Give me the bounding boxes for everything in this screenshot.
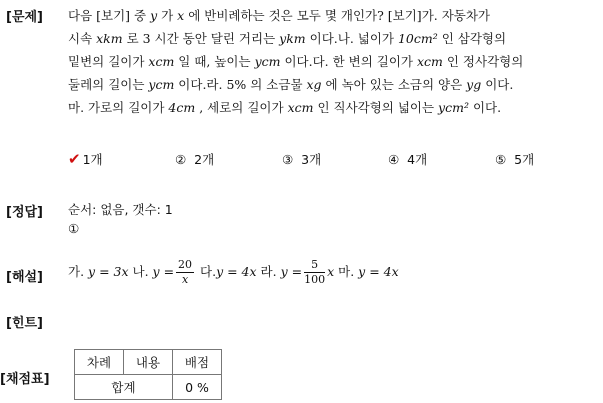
question-line-4: 둘레의 길이는 ycm 이다.라. 5% 의 소금물 xg 에 녹아 있는 소금의 양은 yg 이다.	[68, 77, 514, 92]
formula-da: y = 4x	[216, 264, 257, 279]
question-label: [문제]	[6, 10, 43, 25]
answer-choices	[68, 150, 588, 170]
grading-label: [채점표]	[0, 372, 50, 387]
table-row	[75, 375, 222, 400]
choice-3[interactable]	[282, 150, 321, 168]
choice-label: 2개	[194, 152, 215, 167]
question-line-5: 마. 가로의 길이가 4cm , 세로의 길이가 xcm 인 직사각형의 넓이는 ycm² 이다.	[68, 100, 502, 115]
table-header-cell: 내용	[124, 350, 173, 375]
choice-label: 3개	[301, 152, 322, 167]
grading-table	[74, 349, 222, 400]
choice-4[interactable]	[388, 150, 427, 168]
total-value: 0 %	[173, 375, 222, 400]
table-header-row	[75, 350, 222, 375]
choice-1[interactable]	[68, 150, 103, 168]
circled-three-icon: ③	[282, 152, 294, 167]
answer-summary: 순서: 없음, 갯수: 1	[68, 202, 173, 217]
choice-label: 4개	[407, 152, 428, 167]
hint-label: [힌트]	[6, 316, 43, 331]
table-header-cell: 배점	[173, 350, 222, 375]
formula-ga: y = 3x	[88, 264, 129, 279]
choice-label: 1개	[82, 152, 103, 167]
total-label: 합계	[75, 375, 173, 400]
table-header-cell: 차례	[75, 350, 124, 375]
question-line-1: 다음 [보기] 중 y 가 x 에 반비례하는 것은 모두 몇 개인가? [보기]가. 자동차가	[68, 8, 491, 23]
answer-choice-marker: ①	[68, 221, 80, 236]
choice-5[interactable]	[495, 150, 534, 168]
fraction-na: $\frac{20}{x}$	[178, 258, 193, 286]
circled-five-icon: ⑤	[495, 152, 507, 167]
explanation-text: 가. y = 3x 나. y = $\frac{20}{x}$ 다.y = 4x 라. y = $\frac{5}{100}$ x 마. y = 4x	[68, 258, 399, 286]
choice-label: 5개	[514, 152, 535, 167]
choice-2[interactable]	[175, 150, 214, 168]
checkmark-icon: ✔	[68, 150, 81, 168]
formula-ma: y = 4x	[358, 264, 399, 279]
question-line-3: 밑변의 길이가 xcm 일 때, 높이는 ycm 이다.다. 한 변의 길이가 xcm 인 정사각형의	[68, 54, 524, 69]
fraction-ra: $\frac{5}{100}$	[304, 258, 326, 286]
circled-four-icon: ④	[388, 152, 400, 167]
circled-two-icon: ②	[175, 152, 187, 167]
explanation-label: [해설]	[6, 270, 43, 285]
question-line-2: 시속 xkm 로 3 시간 동안 달린 거리는 ykm 이다.나. 넓이가 10cm² 인 삼각형의	[68, 31, 507, 46]
question-text	[68, 4, 598, 119]
answer-label: [정답]	[6, 205, 43, 220]
